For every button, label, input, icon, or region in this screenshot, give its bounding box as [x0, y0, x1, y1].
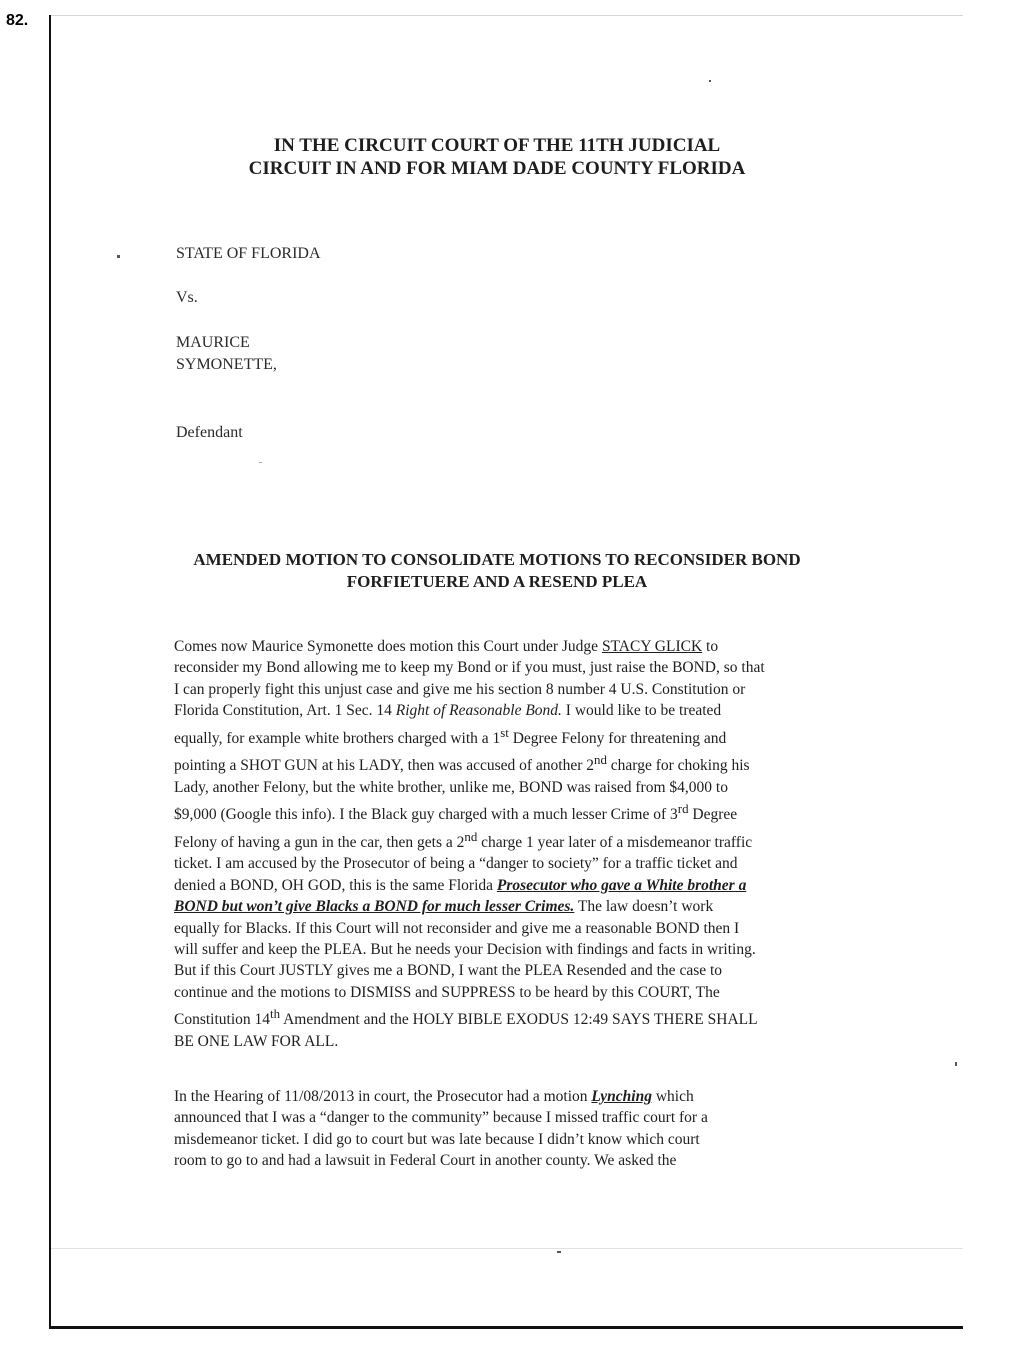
court-header — [150, 134, 844, 180]
text-run: The law doesn’t work — [574, 898, 714, 916]
paragraph-line — [174, 1086, 864, 1107]
paragraph-line — [174, 896, 864, 917]
ordinal-suffix: st — [500, 724, 509, 740]
paragraph-line — [174, 875, 864, 896]
page-fold-line — [51, 1248, 963, 1249]
motion-title-line-2: FORFIETUERE AND A RESEND PLEA — [346, 572, 648, 591]
right-of-reasonable-bond: Right of Reasonable Bond. — [395, 702, 562, 720]
paragraph-line — [174, 636, 864, 657]
paragraph-line: room to go to and had a lawsuit in Federal Court in another county. We asked the — [174, 1152, 677, 1170]
text-run: to — [702, 638, 719, 655]
caption-defendant-first-name: MAURICE — [176, 334, 250, 351]
paragraph-line: BE ONE LAW FOR ALL. — [174, 1032, 339, 1050]
caption-defendant-last-name: SYMONETTE, — [176, 356, 277, 373]
paragraph-line — [174, 749, 864, 777]
text-run: Degree — [688, 806, 738, 824]
caption-plaintiff: STATE OF FLORIDA — [176, 245, 321, 262]
text-run: Amendment and the HOLY BIBLE EXODUS 12:49 SAYS THERE SHALL — [280, 1011, 758, 1029]
text-run: $9,000 (Google this info). I the Black guy charged with a much lesser Crime of 3 — [174, 806, 678, 824]
emphasized-text: BOND but won’t give Blacks a BOND for much lesser Crimes. — [174, 898, 575, 916]
scan-speck — [709, 80, 711, 82]
text-run: charge for choking his — [606, 757, 750, 775]
motion-title-line-1: AMENDED MOTION TO CONSOLIDATE MOTIONS TO RECONSIDER BOND — [193, 550, 801, 569]
text-run: equally, for example white brothers charged with a 1 — [174, 729, 501, 747]
emphasized-text: Lynching — [591, 1088, 652, 1105]
paragraph-line: Lady, another Felony, but the white brother, unlike me, BOND was raised from $4,000 to — [174, 778, 728, 796]
text-run: which — [651, 1088, 694, 1105]
text-run: charge 1 year later of a misdemeanor traffic — [477, 833, 753, 851]
court-header-line-1: IN THE CIRCUIT COURT OF THE 11TH JUDICIAL — [273, 135, 721, 156]
paragraph-line — [174, 826, 864, 854]
ordinal-suffix: nd — [594, 752, 607, 768]
caption-versus: Vs. — [176, 289, 198, 306]
paragraph-line: reconsider my Bond allowing me to keep my Bond or if you must, just raise the BOND, so that — [174, 659, 765, 677]
text-run: Florida Constitution, Art. 1 Sec. 14 — [174, 702, 396, 720]
paragraph-line: announced that I was a “danger to the community” because I missed traffic court for a — [174, 1109, 708, 1127]
text-run: Felony of having a gun in the car, then gets a 2 — [174, 833, 465, 851]
judge-name: STACY GLICK — [601, 638, 703, 655]
paragraph-line: But if this Court JUSTLY gives me a BOND, I want the PLEA Resended and the case to — [174, 962, 723, 980]
paragraph-line: equally for Blacks. If this Court will not reconsider and give me a reasonable BOND then I — [174, 919, 740, 937]
exhibit-number: 82. — [6, 12, 29, 29]
emphasized-text: Prosecutor who gave a White brother a — [496, 876, 747, 894]
paragraph-line: continue and the motions to DISMISS and SUPPRESS to be heard by this COURT, The — [174, 983, 720, 1001]
ordinal-suffix: nd — [464, 828, 478, 844]
scan-speck — [117, 255, 120, 258]
body-paragraph-1 — [174, 636, 864, 1052]
paragraph-line: I can properly fight this unjust case and give me his section 8 number 4 U.S. Constitution or — [174, 680, 746, 698]
text-run: denied a BOND, OH GOD, this is the same Florida — [174, 876, 497, 894]
scan-speck — [557, 1251, 561, 1253]
scan-speck — [955, 1062, 957, 1066]
caption-defendant-label: Defendant — [176, 424, 243, 441]
paragraph-line: will suffer and keep the PLEA. But he needs your Decision with findings and facts in writing. — [174, 940, 756, 958]
motion-title — [150, 549, 844, 593]
text-run: Constitution 14 — [174, 1011, 271, 1029]
paragraph-line — [174, 1003, 864, 1031]
paragraph-line: misdemeanor ticket. I did go to court but was late because I didn’t know which court — [174, 1130, 700, 1148]
paragraph-line: ticket. I am accused by the Prosecutor of being a “danger to society” for a traffic ticket and — [174, 855, 738, 873]
paragraph-line — [174, 722, 864, 750]
paragraph-line — [174, 700, 864, 721]
body-paragraph-2 — [174, 1086, 864, 1172]
ordinal-suffix: th — [270, 1006, 281, 1022]
page-frame-bottom — [49, 1326, 963, 1329]
page-frame-top — [51, 15, 963, 16]
page-frame-left — [49, 15, 51, 1329]
scan-speck — [259, 462, 262, 463]
text-run: In the Hearing of 11/08/2013 in court, the Prosecutor had a motion — [174, 1088, 592, 1105]
paragraph-line — [174, 798, 864, 826]
text-run: pointing a SHOT GUN at his LADY, then was accused of another 2 — [174, 757, 595, 775]
text-run: Degree Felony for threatening and — [508, 729, 727, 747]
court-header-line-2: CIRCUIT IN AND FOR MIAM DADE COUNTY FLORIDA — [248, 158, 746, 179]
text-run: Comes now Maurice Symonette does motion this Court under Judge — [174, 638, 602, 655]
ordinal-suffix: rd — [677, 801, 689, 817]
text-run: I would like to be treated — [561, 702, 722, 720]
